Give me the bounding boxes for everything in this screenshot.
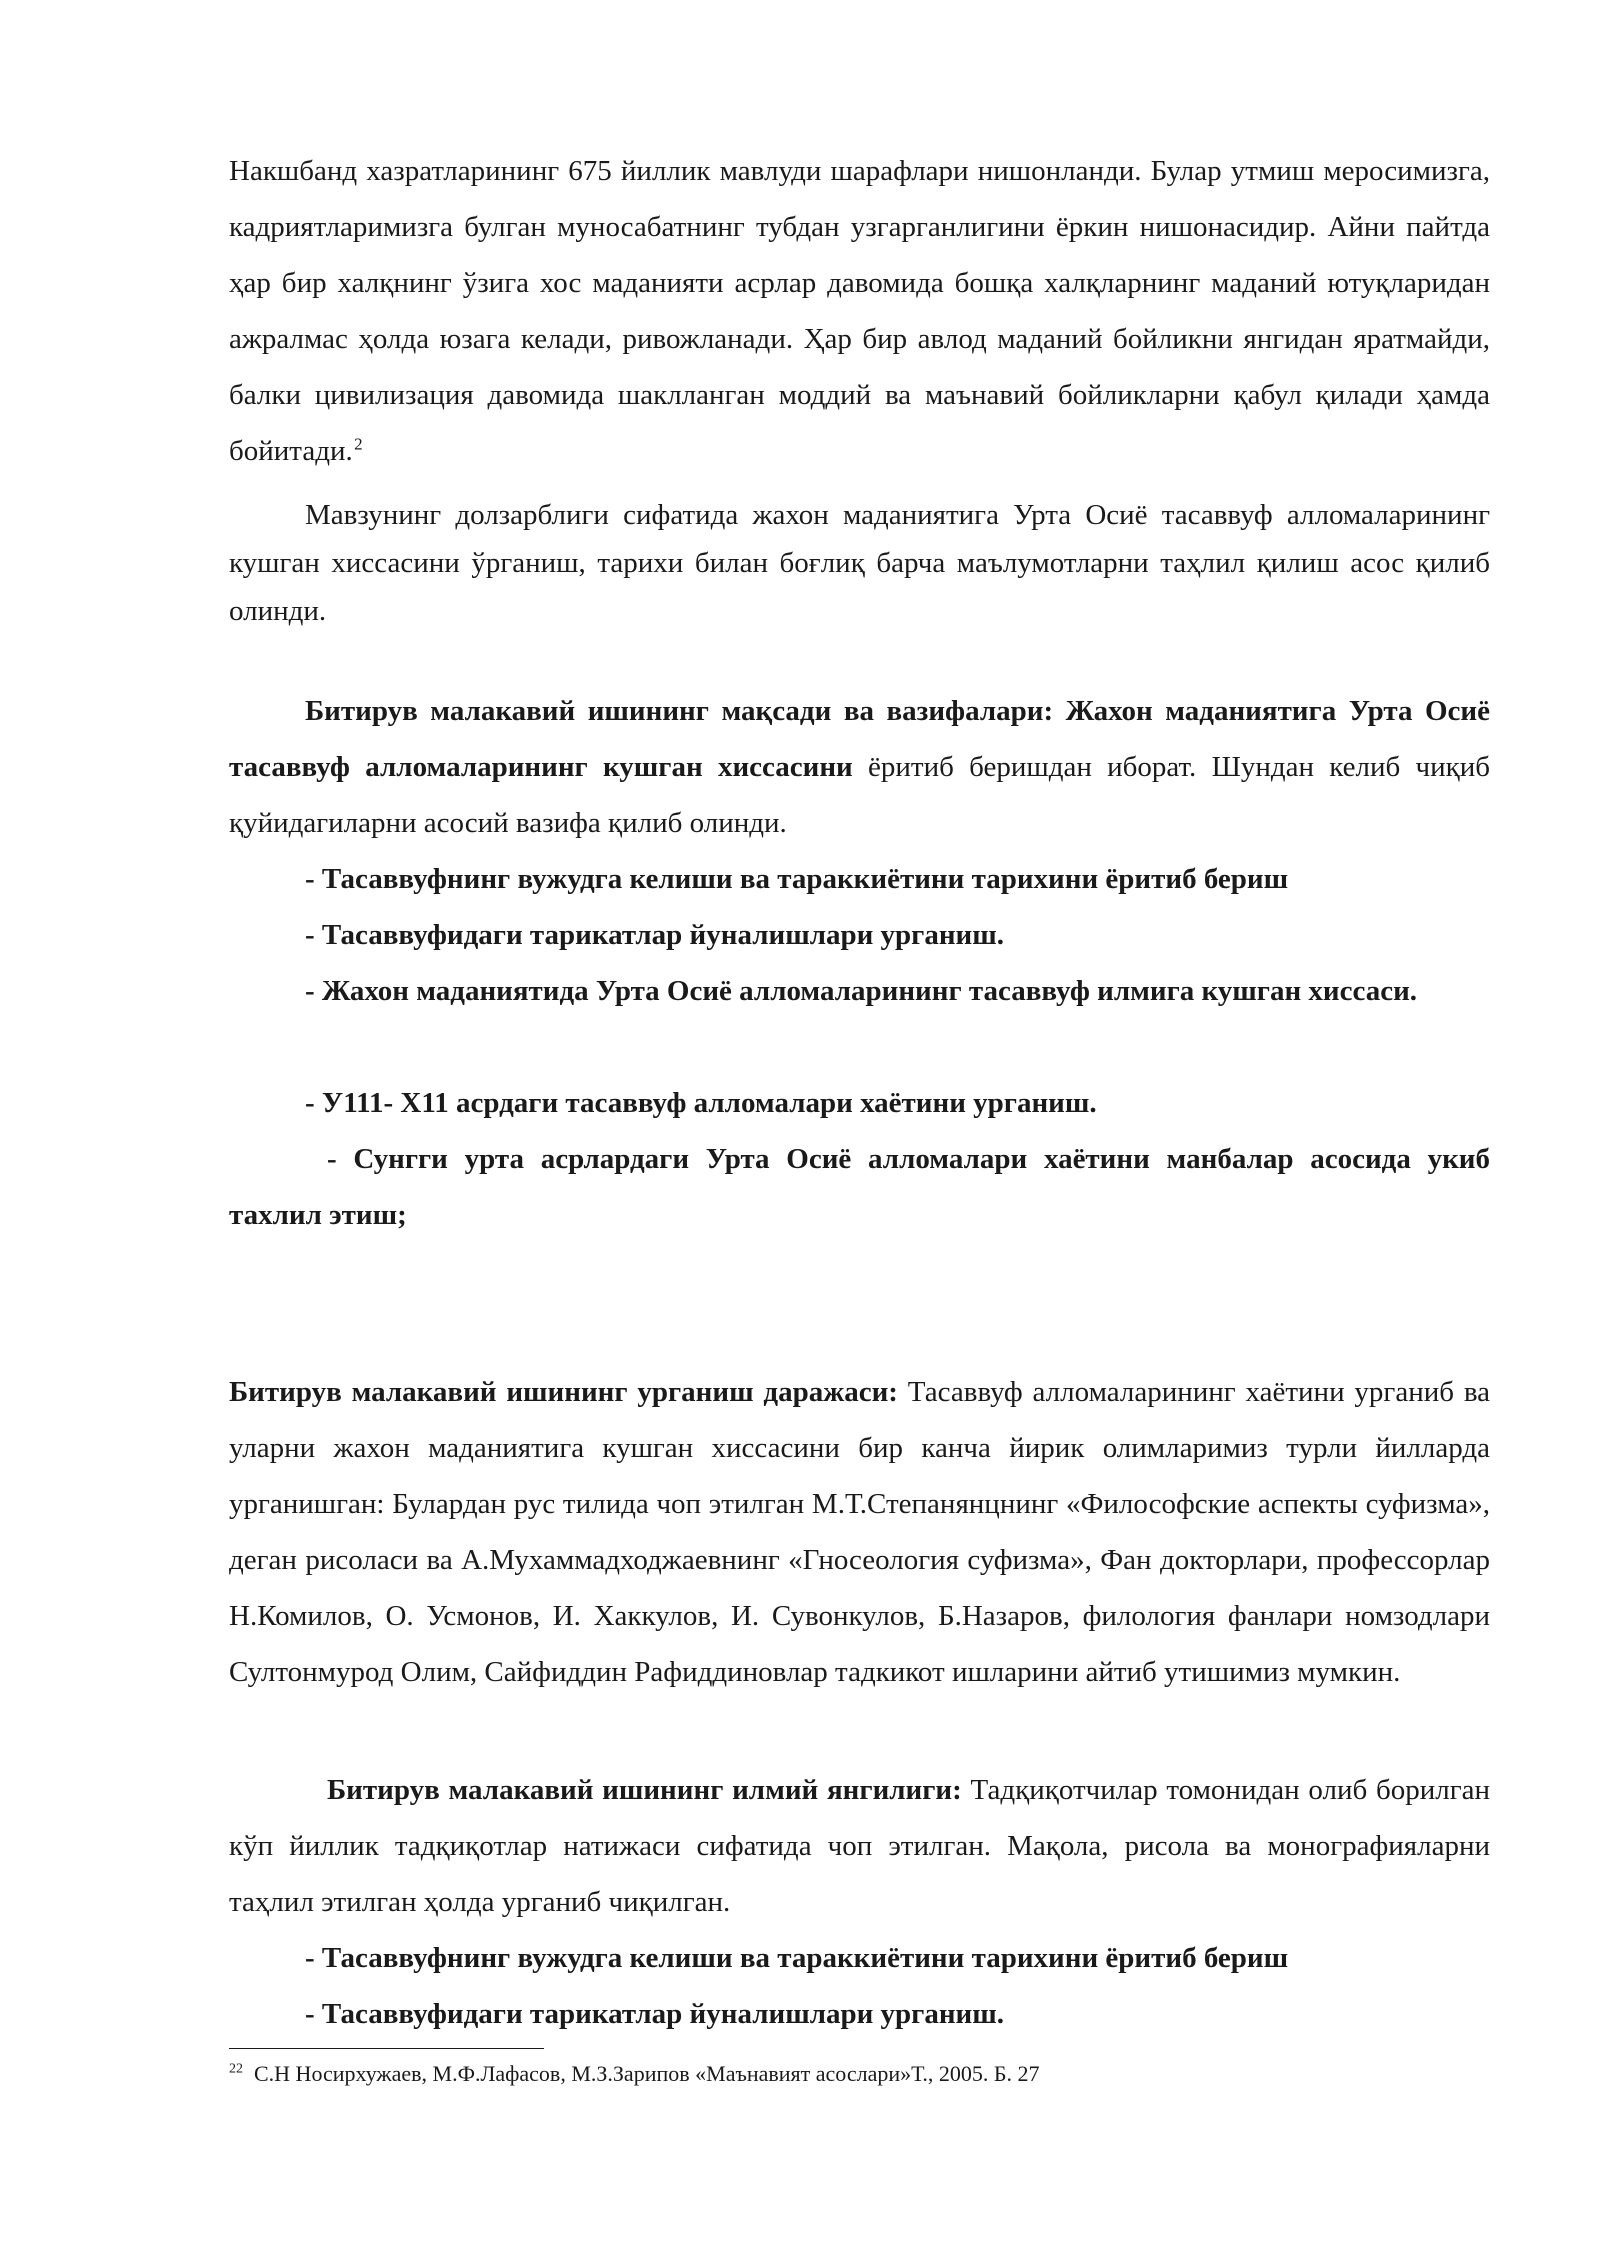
footnote-ref: 2 — [354, 434, 363, 454]
intro-paragraph — [229, 143, 1490, 479]
novelty-text: Тадқиқотчилар томонидан олиб борилган кўп йиллик тадқиқотлар натижаси сифатида чоп этилган. Мақола, рисола ва монографияларни таҳлил этилган ҳолда урганиб чиқилган. — [229, 1774, 1490, 1918]
goals-paragraph — [229, 683, 1490, 851]
novelty-item: - Тасаввуфидаги тарикатлар йуналишлари урганиш. — [305, 1998, 1005, 2030]
footnote-separator — [229, 2048, 544, 2049]
study-level-text: Тасаввуф алломаларининг хаётини урганиб ва уларни жахон маданиятига кушган хиссасини бир канча йирик олимларимиз турли йилларда урганишган: Булардан рус тилида чоп этилган М.Т.Степанянцнинг «Философские аспекты суфизма», деган рисоласи ва А.Мухаммадходжаевнинг «Гносеология суфизма», Фан докторлари, профессорлар Н.Комилов, О. Усмонов, И. Хаккулов, И. Сувонкулов, Б.Назаров, филология фанлари номзодлари Султонмурод Олим, Сайфиддин Рафиддиновлар тадкикот ишларини айтиб утишимиз мумкин. — [229, 1376, 1490, 1688]
relevance-paragraph: Мавзунинг долзарблиги сифатида жахон маданиятига Урта Осиё тасаввуф алломаларининг кушган хиссасини ўрганиш, тарихи билан боғлиқ барча маълумотларни таҳлил қилиш асос қилиб олинди. — [229, 499, 1490, 627]
study-level-heading: Битирув малакавий ишининг урганиш даражаси: — [229, 1376, 898, 1408]
footnote — [229, 2058, 1490, 2090]
footnote-text: С.Н Носирхужаев, М.Ф.Лафасов, М.З.Зарипов «Маънавият асослари»Т., 2005. Б. 27 — [254, 2061, 1040, 2086]
goal-item: - Тасаввуфнинг вужудга келиши ва тараккиётини тарихини ёритиб бериш — [305, 863, 1289, 895]
novelty-item: - Тасаввуфнинг вужудга келиши ва тараккиётини тарихини ёритиб бериш — [305, 1942, 1289, 1974]
study-level-paragraph — [229, 1364, 1490, 1700]
novelty-heading: Битирув малакавий ишининг илмий янгилиги: — [327, 1774, 962, 1806]
goals-heading: Битирув малакавий ишининг мақсади ва вазифалари: Жахон маданиятига Урта Осиё тасаввуф алломаларининг кушган хиссасини — [229, 695, 1490, 783]
novelty-paragraph — [229, 1762, 1490, 1930]
goal-item: - У111- Х11 асрдаги тасаввуф алломалари хаётини урганиш. — [305, 1087, 1097, 1119]
footnote-number: 22 — [229, 2061, 243, 2077]
goal-item: - Жахон маданиятида Урта Осиё алломаларининг тасаввуф илмига кушган хиссаси. — [305, 975, 1418, 1007]
goal-item: - Сунгги урта асрлардаги Урта Осиё алломалари хаётини манбалар асосида укиб тахлил этиш; — [229, 1143, 1490, 1231]
goals-text: ёритиб беришдан иборат. Шундан келиб чиқиб қуйидагиларни асосий вазифа қилиб олинди. — [229, 751, 1490, 839]
document-page — [229, 0, 1490, 2262]
intro-text: Накшбанд хазратларининг 675 йиллик мавлуди шарафлари нишонланди. Булар утмиш меросимизга, кадриятларимизга булган муносабатнинг тубдан узгарганлигини ёркин нишонасидир. Айни пайтда ҳар бир халқнинг ўзига хос маданияти асрлар давомида бошқа халқларнинг маданий ютуқларидан ажралмас ҳолда юзага келади, ривожланади. Ҳар бир авлод маданий бойликни янгидан яратмайди, балки цивилизация давомида шаклланган моддий ва маънавий бойликларни қабул қилади ҳамда бойитади. — [229, 155, 1490, 467]
goal-item: - Тасаввуфидаги тарикатлар йуналишлари урганиш. — [305, 919, 1005, 951]
